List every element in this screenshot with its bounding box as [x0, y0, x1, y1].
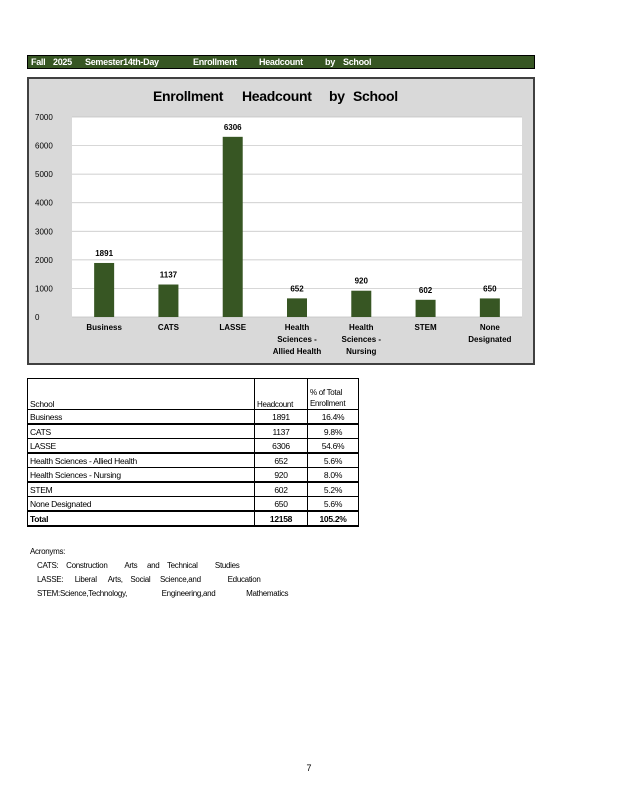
cell-school: STEM — [28, 482, 255, 497]
y-tick-label: 5000 — [35, 170, 53, 180]
table-row — [28, 439, 359, 454]
header-semester: Semester14th-Day — [85, 57, 159, 67]
header-word-by: by — [325, 57, 335, 67]
cell-percent: 105.2% — [308, 511, 359, 526]
table-row — [28, 410, 359, 425]
data-label: 6306 — [223, 122, 242, 132]
cell-percent: 5.6% — [308, 497, 359, 512]
header-headcount: Headcount — [255, 379, 308, 410]
table-body — [28, 410, 359, 527]
x-tick-label: Sciences - — [341, 335, 382, 344]
chart-title-headcount: Headcount — [242, 88, 312, 104]
x-tick-label: STEM — [414, 323, 437, 332]
cell-percent: 54.6% — [308, 439, 359, 454]
acronyms-heading: Acronyms: — [30, 547, 66, 556]
acronym-stem: STEM:Science,Technology, Engineering,and Mathematics — [37, 589, 289, 598]
cell-headcount: 12158 — [255, 511, 308, 526]
cell-school: Total — [28, 511, 255, 526]
y-tick-label: 1000 — [35, 284, 53, 294]
bar — [158, 285, 178, 317]
cell-school: None Designated — [28, 497, 255, 512]
x-tick-label: LASSE — [219, 323, 247, 332]
cell-school: Business — [28, 410, 255, 425]
y-tick-label: 6000 — [35, 141, 53, 151]
cell-school: LASSE — [28, 439, 255, 454]
x-tick-label: Designated — [468, 335, 512, 344]
x-tick-label: None — [479, 323, 500, 332]
cell-school: CATS — [28, 424, 255, 439]
cell-headcount: 602 — [255, 482, 308, 497]
cell-percent: 5.6% — [308, 453, 359, 468]
chart-title-by: by — [329, 88, 345, 104]
x-tick-label: Health — [284, 323, 310, 332]
y-tick-label: 7000 — [35, 113, 53, 122]
x-tick-label: Business — [86, 323, 122, 332]
table-total-row — [28, 511, 359, 526]
report-header-bar — [27, 55, 535, 69]
cell-percent: 9.8% — [308, 424, 359, 439]
y-tick-label: 3000 — [35, 227, 53, 237]
x-tick-label: Health — [349, 323, 374, 332]
page-number: 7 — [306, 763, 312, 773]
header-word-headcount: Headcount — [259, 57, 303, 67]
cell-school: Health Sciences - Nursing — [28, 468, 255, 483]
table-row — [28, 453, 359, 468]
header-word-school: School — [343, 57, 372, 67]
cell-headcount: 1137 — [255, 424, 308, 439]
x-tick-label: Nursing — [346, 347, 377, 356]
header-word-enrollment: Enrollment — [193, 57, 238, 67]
header-school: School — [28, 379, 255, 410]
bar — [287, 298, 307, 317]
data-label: 1891 — [95, 248, 114, 258]
cell-headcount: 1891 — [255, 410, 308, 425]
bar — [223, 137, 243, 317]
chart-title-enrollment: Enrollment — [153, 88, 224, 104]
data-label: 652 — [290, 284, 304, 294]
bar-chart-svg — [29, 79, 533, 363]
x-tick-label: CATS — [157, 323, 180, 332]
x-tick-label: Sciences - — [277, 335, 317, 344]
cell-percent: 8.0% — [308, 468, 359, 483]
bar — [94, 263, 114, 317]
header-term: Fall — [31, 57, 46, 67]
cell-headcount: 6306 — [255, 439, 308, 454]
data-label: 650 — [483, 284, 497, 294]
chart-title-school: School — [353, 88, 398, 104]
cell-percent: 5.2% — [308, 482, 359, 497]
bar — [480, 298, 500, 317]
data-label: 920 — [354, 276, 368, 286]
y-tick-label: 0 — [35, 313, 40, 322]
table-row — [28, 424, 359, 439]
acronyms-section — [30, 545, 288, 601]
header-year: 2025 — [53, 57, 72, 67]
acronym-lasse: LASSE: Liberal Arts, Social Science,and Education — [37, 575, 261, 584]
y-tick-label: 2000 — [35, 255, 53, 265]
x-tick-label: Allied Health — [272, 347, 322, 356]
cell-headcount: 920 — [255, 468, 308, 483]
cell-school: Health Sciences - Allied Health — [28, 453, 255, 468]
data-label: 1137 — [159, 270, 178, 280]
acronym-cats: CATS: Construction Arts and Technical Studies — [37, 561, 240, 570]
bar — [416, 300, 436, 317]
data-label: 602 — [418, 285, 433, 295]
header-percent: % of Total Enrollment — [308, 379, 359, 410]
table-row — [28, 468, 359, 483]
enrollment-chart — [27, 77, 535, 365]
table-row — [28, 482, 359, 497]
cell-percent: 16.4% — [308, 410, 359, 425]
bar — [351, 291, 371, 317]
cell-headcount: 650 — [255, 497, 308, 512]
table-row — [28, 497, 359, 512]
y-tick-label: 4000 — [35, 198, 53, 208]
enrollment-table — [27, 378, 359, 527]
cell-headcount: 652 — [255, 453, 308, 468]
